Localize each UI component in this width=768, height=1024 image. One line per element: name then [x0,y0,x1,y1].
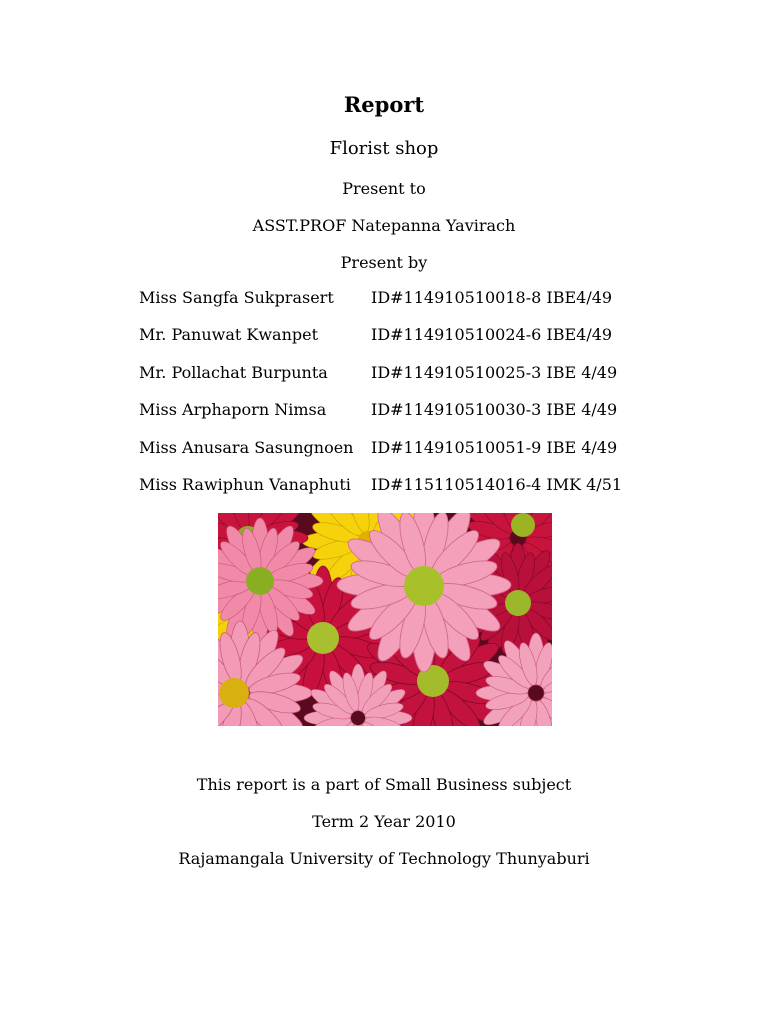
presenter-name: Miss Arphaporn Nimsa [139,400,327,420]
present-to-label: Present to [342,179,426,198]
presenter-row [139,438,659,475]
presenter-list [139,288,659,512]
presenter-row [139,400,659,437]
flower-photo [218,513,552,726]
presenter-name: Miss Rawiphun Vanaphuti [139,474,351,494]
presenter-row [139,325,659,362]
presenter-row [139,288,659,325]
presenter-name: Miss Anusara Sasungnoen [139,437,354,457]
report-title: Report [343,92,425,117]
subject-line: This report is a part of Small Business subject [196,775,572,794]
presenter-id: ID#114910510051-9 IBE 4/49 [371,437,618,457]
report-subtitle: Florist shop [329,138,439,159]
presenter-id: ID#115110514016-4 IMK 4/51 [371,474,623,494]
presenter-name: Miss Sangfa Sukprasert [139,288,334,307]
presenter-name: Mr. Panuwat Kwanpet [139,325,319,345]
presenter-id: ID#114910510030-3 IBE 4/49 [371,400,618,420]
flower-illustration [218,513,552,726]
present-by-label: Present by [340,253,428,272]
presenter-row [139,363,659,400]
presenter-name: Mr. Pollachat Burpunta [139,362,328,382]
presenter-row [139,475,659,512]
term-line: Term 2 Year 2010 [312,812,456,831]
instructor-name: ASST.PROF Natepanna Yavirach [252,216,516,235]
presenter-id: ID#114910510024-6 IBE4/49 [371,325,613,345]
presenter-id: ID#114910510018-8 IBE4/49 [371,288,613,307]
university-name: Rajamangala University of Technology Thunyaburi [178,849,590,868]
presenter-id: ID#114910510025-3 IBE 4/49 [371,362,618,382]
